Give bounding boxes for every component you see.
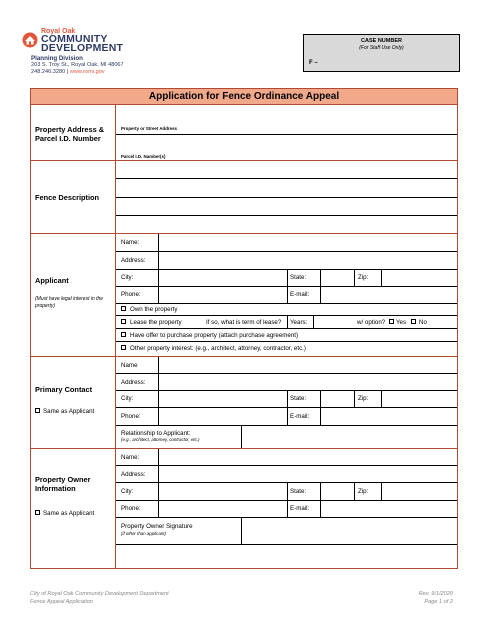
col-line: [287, 482, 288, 517]
case-number-subtitle: (For Staff Use Only): [359, 45, 404, 51]
col-line: [320, 390, 321, 425]
applicant-phone-label: Phone:: [121, 291, 141, 298]
fence-description-field[interactable]: [116, 161, 457, 233]
primary-address-field[interactable]: [159, 374, 457, 390]
owner-signature-label: Property Owner Signature: [121, 523, 193, 530]
owner-signature-note: (if other than applicant): [121, 531, 166, 536]
own-property-checkbox[interactable]: [121, 306, 126, 311]
brand-top: Royal Oak: [41, 28, 76, 35]
brand-community: COMMUNITY: [41, 33, 108, 45]
primary-name-label: Name: [121, 362, 138, 369]
own-property-label: Own the property: [130, 305, 178, 313]
fence-description-label: Fence Description: [35, 193, 100, 202]
contact-line: [31, 69, 105, 75]
col-line: [381, 269, 382, 286]
option-no-checkbox[interactable]: [411, 319, 416, 324]
offer-purchase-label: Have offer to purchase property (attach purchase agreement): [130, 331, 299, 339]
option-no-label: No: [419, 318, 427, 326]
owner-city-label: City:: [121, 488, 134, 495]
relationship-field[interactable]: [242, 426, 457, 448]
footer-page: Page 1 of 2: [424, 599, 453, 605]
other-interest-label: Other property interest: (e.g., architect, attorney, contractor, etc.): [130, 344, 306, 352]
office-address: 203 S. Troy St., Royal Oak, MI 48067: [31, 62, 124, 68]
owner-phone-label: Phone:: [121, 505, 141, 512]
primary-address-label: Address:: [121, 379, 146, 386]
col-line: [354, 390, 355, 407]
col-line: [354, 482, 355, 500]
case-number-prefix[interactable]: F –: [309, 60, 318, 66]
primary-name-field[interactable]: [159, 357, 457, 373]
primary-email-label: E-mail:: [290, 413, 310, 420]
footer-revision: Rev. 9/1/2020: [418, 591, 453, 597]
parcel-id-label: Parcel I.D. Number(s): [121, 154, 166, 159]
row-line: [116, 134, 457, 135]
owner-name-label: Name:: [121, 454, 140, 461]
relationship-example: (e.g., architect, attorney, contractor, etc.): [121, 437, 200, 442]
website-link[interactable]: www.romi.gov: [69, 69, 105, 75]
col-line: [287, 315, 288, 328]
applicant-section-label: Applicant: [35, 276, 69, 285]
applicant-email-label: E-mail:: [290, 291, 310, 298]
lease-years-field[interactable]: [314, 316, 354, 328]
footer-department: City of Royal Oak Community Development Department: [30, 591, 169, 597]
phone-number: 248.246.3280: [31, 69, 66, 75]
primary-phone-label: Phone:: [121, 413, 141, 420]
owner-email-label: E-mail:: [290, 505, 310, 512]
other-interest-checkbox[interactable]: [121, 345, 126, 350]
footer-form-name: Fence Appeal Application: [30, 599, 94, 605]
option-label: w/ option?: [357, 318, 386, 326]
owner-same-checkbox[interactable]: [35, 510, 40, 515]
col-line: [287, 390, 288, 425]
owner-address-field[interactable]: [159, 466, 457, 482]
option-yes-label: Yes: [396, 318, 407, 326]
primary-same-label: Same as Applicant: [43, 407, 95, 415]
primary-city-label: City:: [121, 395, 134, 402]
case-number-title: CASE NUMBER: [361, 38, 402, 44]
owner-name-field[interactable]: [159, 449, 457, 465]
primary-contact-label: Primary Contact: [35, 385, 93, 394]
owner-address-label: Address:: [121, 471, 146, 478]
row-line: [116, 341, 457, 342]
owner-zip-label: Zip:: [358, 488, 369, 495]
separator: |: [65, 69, 70, 75]
street-address-field[interactable]: [116, 133, 457, 153]
col-line: [381, 390, 382, 407]
lease-property-label: Lease the property: [130, 318, 182, 326]
col-line: [320, 269, 321, 303]
relationship-label: Relationship to Applicant:: [121, 430, 191, 437]
applicant-state-label: State:: [290, 274, 307, 281]
primary-zip-label: Zip:: [358, 395, 369, 402]
col-line: [320, 482, 321, 517]
lease-property-checkbox[interactable]: [121, 319, 126, 324]
applicant-name-field[interactable]: [159, 234, 457, 251]
owner-signature-field[interactable]: [242, 518, 457, 544]
primary-same-checkbox[interactable]: [35, 408, 40, 413]
form-title: Application for Fence Ordinance Appeal: [31, 89, 457, 105]
applicant-note: (Must have legal interest in the property): [35, 296, 104, 309]
planning-division: Planning Division: [31, 55, 83, 62]
lease-years-label: Years:: [290, 318, 308, 326]
row-line: [116, 544, 457, 545]
royal-oak-logo-icon: [22, 32, 38, 48]
col-line: [381, 482, 382, 500]
primary-state-label: State:: [290, 395, 307, 402]
applicant-address-field[interactable]: [159, 252, 457, 269]
property-section-label: Property Address & Parcel I.D. Number: [35, 125, 105, 143]
owner-same-label: Same as Applicant: [43, 509, 95, 517]
col-line: [287, 269, 288, 303]
row-line: [116, 328, 457, 329]
col-line: [354, 269, 355, 286]
applicant-city-label: City:: [121, 274, 134, 281]
row-line: [116, 303, 457, 304]
option-yes-checkbox[interactable]: [389, 319, 394, 324]
applicant-name-label: Name:: [121, 239, 140, 246]
owner-state-label: State:: [290, 488, 307, 495]
lease-term-question: If so, what is term of lease?: [206, 318, 282, 326]
offer-purchase-checkbox[interactable]: [121, 332, 126, 337]
owner-section-label: Property Owner Information: [35, 475, 91, 493]
brand-development: DEVELOPMENT: [41, 42, 124, 54]
street-address-label: Property or Street Address: [121, 126, 177, 131]
applicant-address-label: Address:: [121, 257, 146, 264]
applicant-zip-label: Zip:: [358, 274, 369, 281]
case-number-box: [303, 34, 460, 72]
